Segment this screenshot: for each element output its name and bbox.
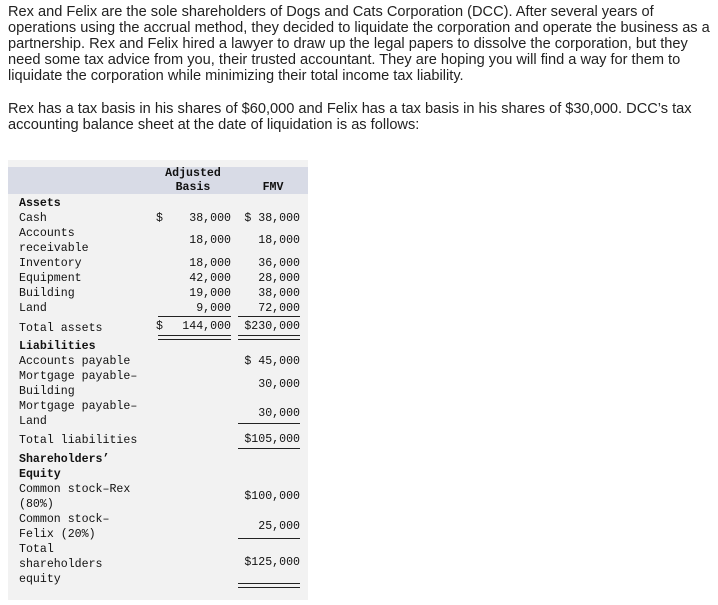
total-equity-fmv: $125,000 [244, 556, 300, 569]
total-assets-label: Total assets [19, 322, 103, 335]
equity-heading-line2: Equity [19, 468, 61, 481]
mort-land-label-line1: Mortgage payable– [19, 400, 138, 413]
land-label: Land [19, 302, 47, 315]
total-liabilities-fmv: $105,000 [244, 433, 300, 446]
cs-felix-fmv: 25,000 [258, 520, 300, 533]
equity-rule [238, 538, 300, 539]
ap-fmv: $ 45,000 [244, 355, 300, 368]
cs-rex-label-line1: Common stock–Rex [19, 483, 131, 496]
header-adjusted-basis-line1: Adjusted [165, 167, 221, 180]
cs-rex-fmv: $100,000 [244, 490, 300, 503]
total-equity-label-line1: Total [19, 543, 54, 556]
header-adjusted-basis-line2: Basis [175, 181, 211, 194]
building-basis: 19,000 [189, 287, 231, 300]
total-double-rule-basis [158, 335, 231, 340]
total-liabilities-label: Total liabilities [19, 434, 138, 447]
assets-heading: Assets [19, 197, 61, 210]
intro-paragraph: Rex and Felix are the sole shareholders of Dogs and Cats Corporation (DCC). After several years of operations using the accrual method, they decided to liquidate the corporation and operate the business as a partnership. Rex and Felix hired a lawyer to draw up the legal papers to dissolve the corporation, but they need some tax advice from you, their trusted accountant. They are hoping you will find a way for them to liquidate the corporation while minimizing their total income tax liability. [8, 4, 710, 84]
total-assets-dollar: $ [156, 320, 163, 333]
total-equity-double-rule [238, 583, 300, 588]
subtotal-rule-fmv [238, 316, 300, 317]
equipment-label: Equipment [19, 272, 82, 285]
balance-sheet-table [8, 160, 308, 600]
mort-land-label-line2: Land [19, 415, 47, 428]
total-assets-fmv: $230,000 [244, 320, 300, 333]
cash-fmv: $ 38,000 [244, 212, 300, 225]
building-fmv: 38,000 [258, 287, 300, 300]
land-fmv: 72,000 [258, 302, 300, 315]
basis-paragraph: Rex has a tax basis in his shares of $60,000 and Felix has a tax basis in his shares of $30,000. DCC’s tax accounting balance sheet at the date of liquidation is as follows: [8, 101, 692, 133]
mort-building-label-line2: Building [19, 385, 75, 398]
total-assets-basis: 144,000 [182, 320, 231, 333]
ap-label: Accounts payable [19, 355, 131, 368]
cash-basis-dollar: $ [156, 212, 163, 225]
total-double-rule-fmv [238, 335, 300, 340]
equity-heading-line1: Shareholders’ [19, 453, 110, 466]
header-fmv: FMV [262, 181, 284, 194]
total-equity-label-line2: shareholders [19, 558, 103, 571]
cs-felix-label-line2: Felix (20%) [19, 528, 96, 541]
ar-label-line1: Accounts [19, 227, 75, 240]
mort-building-label-line1: Mortgage payable– [19, 370, 138, 383]
total-equity-label-line3: equity [19, 573, 61, 586]
liabilities-rule [238, 423, 300, 424]
total-liabilities-rule [238, 448, 300, 449]
land-basis: 9,000 [196, 302, 231, 315]
ar-fmv: 18,000 [258, 234, 300, 247]
inventory-basis: 18,000 [189, 257, 231, 270]
cash-basis: 38,000 [189, 212, 231, 225]
inventory-fmv: 36,000 [258, 257, 300, 270]
cs-rex-label-line2: (80%) [19, 498, 54, 511]
ar-basis: 18,000 [189, 234, 231, 247]
liabilities-heading: Liabilities [19, 340, 96, 353]
equipment-fmv: 28,000 [258, 272, 300, 285]
inventory-label: Inventory [19, 257, 82, 270]
mort-land-fmv: 30,000 [258, 407, 300, 420]
subtotal-rule-basis [158, 316, 231, 317]
mort-building-fmv: 30,000 [258, 378, 300, 391]
cs-felix-label-line1: Common stock– [19, 513, 110, 526]
ar-label-line2: receivable [19, 242, 89, 255]
cash-label: Cash [19, 212, 47, 225]
building-label: Building [19, 287, 75, 300]
equipment-basis: 42,000 [189, 272, 231, 285]
